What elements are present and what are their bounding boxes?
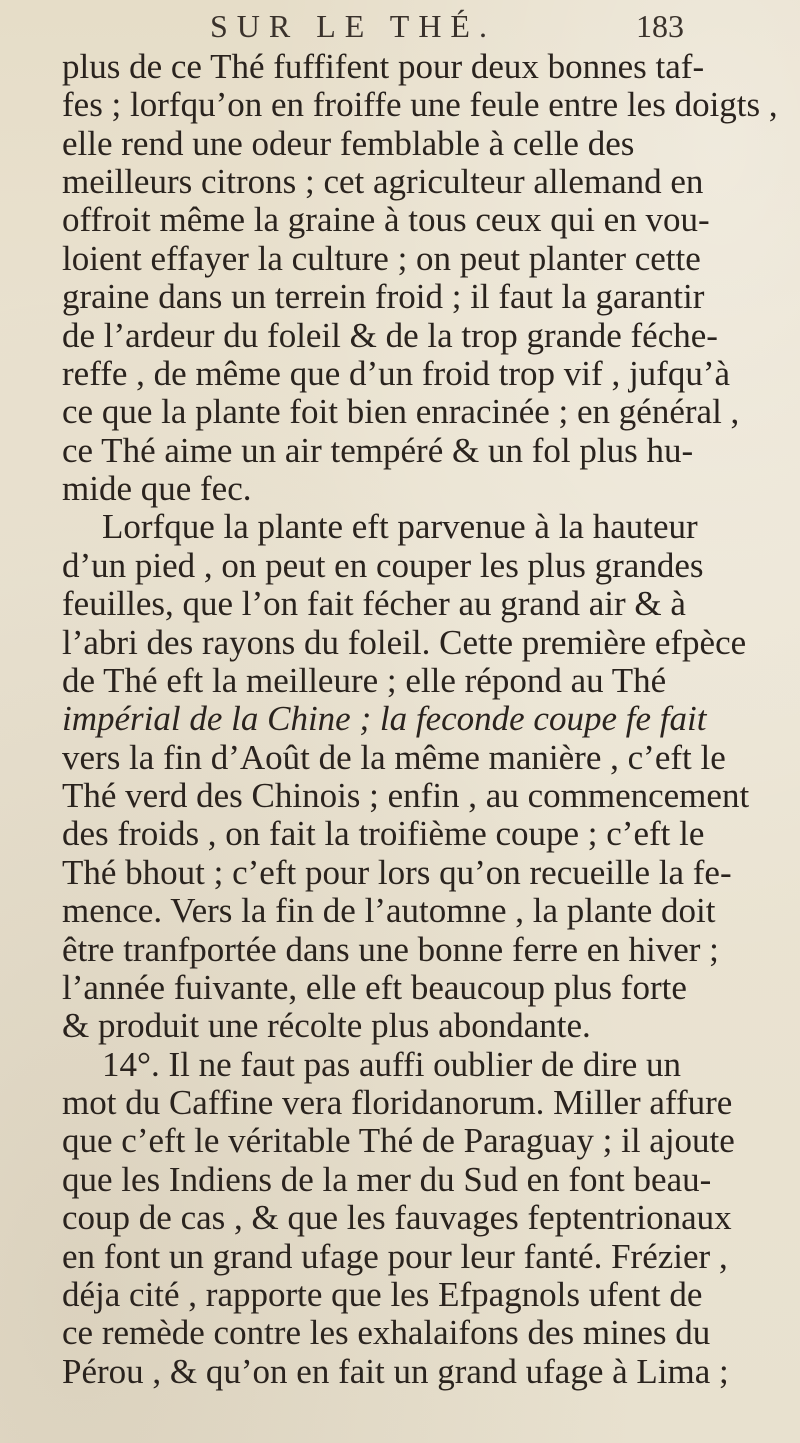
text-line: loient effayer la culture ; on peut planter cette — [62, 238, 701, 278]
text-line: plus de ce Thé fuffifent pour deux bonnes taf- — [62, 47, 705, 86]
text-line: que c’eft le véritable Thé de Paraguay ; il ajoute — [62, 1121, 735, 1161]
text-line: & produit une récolte plus abondante. — [62, 1006, 591, 1046]
text-line: d’un pied , on peut en couper les plus grandes — [62, 545, 704, 585]
text-line: Lorfque la plante eft parvenue à la hauteur — [102, 507, 698, 547]
text-line: que les Indiens de la mer du Sud en font beau- — [62, 1159, 712, 1199]
running-title: SUR LE THÉ. — [210, 8, 496, 44]
text-line: graine dans un terrein froid ; il faut la garantir — [62, 277, 705, 317]
text-line: offroit même la graine à tous ceux qui en vou- — [62, 200, 710, 240]
text-line: l’abri des rayons du foleil. Cette première efpèce — [62, 622, 747, 662]
text-line: ce Thé aime un air tempéré & un fol plus hu- — [62, 430, 694, 470]
text-line: ce remède contre les exhalaifons des mines du — [62, 1313, 711, 1353]
text-line: des froids , on fait la troifième coupe ; c’eft le — [62, 814, 705, 854]
page-number: 183 — [636, 8, 684, 44]
text-line: mide que fec. — [62, 469, 252, 509]
text-line: mence. Vers la fin de l’automne , la plante doit — [62, 891, 716, 931]
text-line: l’année fuivante, elle eft beaucoup plus forte — [62, 967, 687, 1007]
text-line: fes ; lorfqu’on en froiffe une feule entre les doigts , — [62, 85, 778, 125]
text-line: reffe , de même que d’un froid trop vif , jufqu’à — [62, 353, 731, 393]
text-line: feuilles, que l’on fait fécher au grand air & à — [62, 584, 686, 624]
text-line: vers la fin d’Août de la même manière , c’eft le — [62, 737, 726, 777]
text-line: être tranfportée dans une bonne ferre en hiver ; — [62, 929, 719, 969]
text-line: mot du Caffine vera floridanorum. Miller affure — [62, 1083, 733, 1123]
text-line: Thé bhout ; c’eft pour lors qu’on recueille la fe- — [62, 852, 732, 892]
text-line: meilleurs citrons ; cet agriculteur allemand en — [62, 162, 704, 202]
text-line: en font un grand ufage pour leur fanté. Frézier , — [62, 1236, 728, 1276]
text-line: Thé verd des Chinois ; enfin , au commencement — [62, 776, 750, 816]
text-line: de l’ardeur du foleil & de la trop grande féche- — [62, 315, 718, 355]
text-line: 14°. Il ne faut pas auffi oublier de dire un — [102, 1044, 682, 1084]
text-line: de Thé eft la meilleure ; elle répond au Thé — [62, 660, 667, 700]
running-head — [0, 8, 800, 48]
text-line: ce que la plante foit bien enracinée ; en général , — [62, 392, 740, 432]
text-line: impérial de la Chine ; la feconde coupe fe fait — [62, 699, 707, 739]
text-line: coup de cas , & que les fauvages feptentrionaux — [62, 1198, 732, 1238]
text-line: déja cité , rapporte que les Efpagnols ufent de — [62, 1274, 703, 1314]
text-line: Pérou , & qu’on en fait un grand ufage à Lima ; — [62, 1351, 729, 1391]
text-line: elle rend une odeur femblable à celle des — [62, 123, 635, 163]
